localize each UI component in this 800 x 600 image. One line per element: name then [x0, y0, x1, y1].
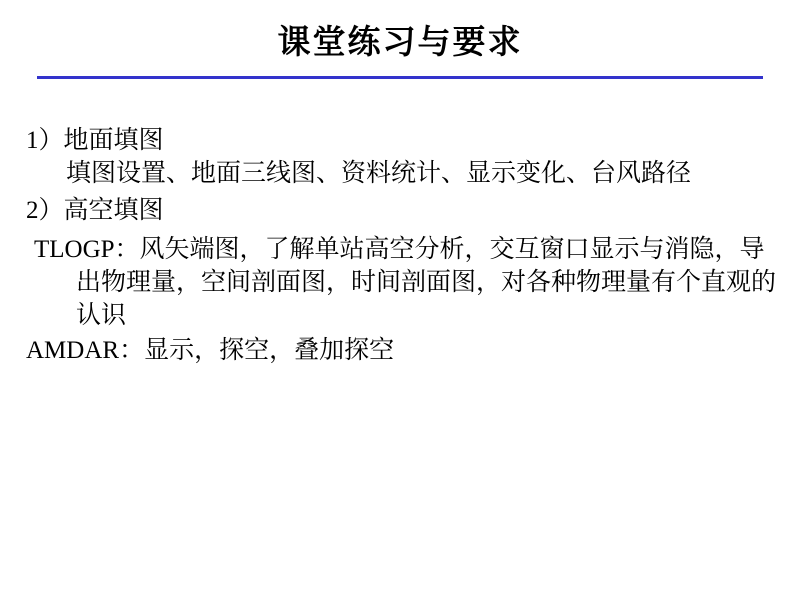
amdar-paragraph: AMDAR：显示，探空，叠加探空: [26, 337, 395, 364]
tlogp-text: TLOGP：风矢端图，了解单站高空分析，交互窗口显示与消隐，导出物理量，空间剖面图，时间剖面图，对各种物理量有个直观的认识: [34, 236, 777, 329]
slide-body: [24, 124, 780, 367]
list-item-1-detail: 填图设置、地面三线图、资料统计、显示变化、台风路径: [66, 160, 692, 187]
list-item-1: 1）地面填图: [26, 127, 164, 154]
page-title: 课堂练习与要求: [277, 25, 523, 61]
list-item-2: 2）高空填图: [26, 197, 164, 224]
title-divider: [37, 76, 763, 79]
tlogp-paragraph: [34, 233, 780, 332]
